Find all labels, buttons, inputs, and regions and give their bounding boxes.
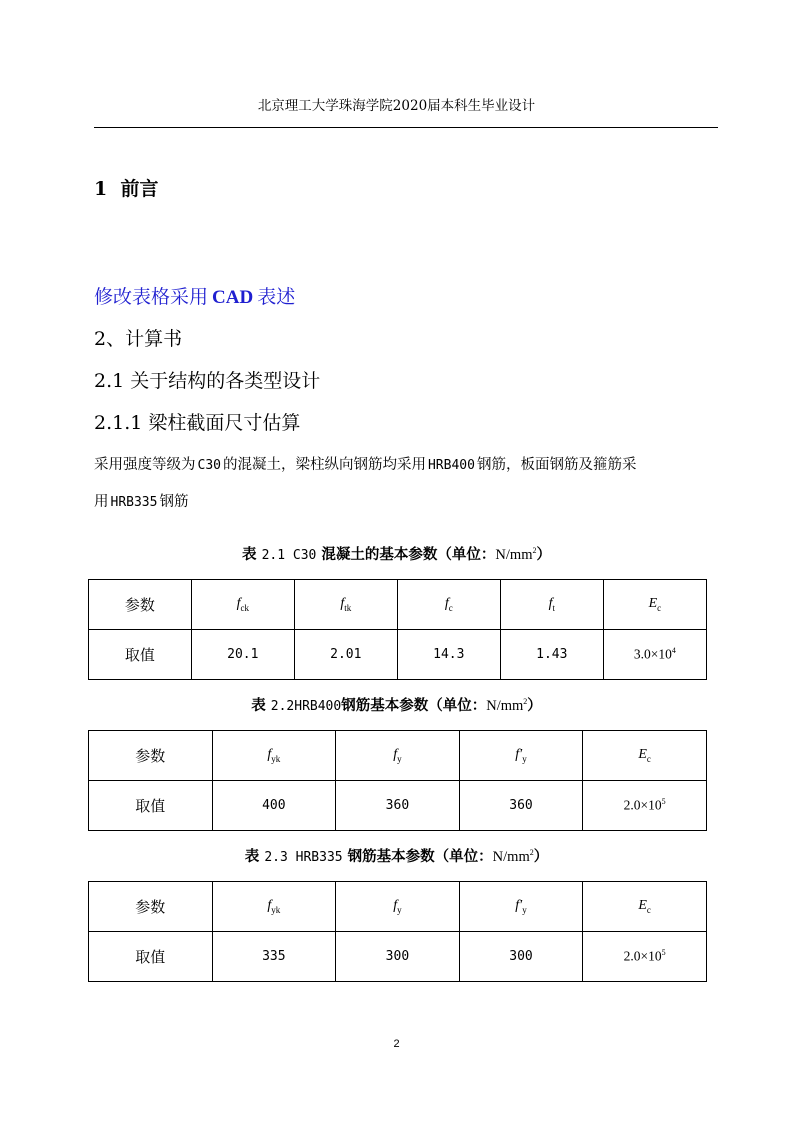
revision-note bbox=[94, 282, 295, 309]
revision-note-suffix: 表述 bbox=[257, 286, 296, 308]
value-mantissa: 2.0×10 bbox=[623, 797, 662, 813]
symbol-base: f bbox=[267, 747, 272, 763]
symbol-cell bbox=[212, 882, 336, 932]
caption-title: 钢筋基本参数（单位： bbox=[347, 848, 493, 865]
caption-unit-base: N/mm bbox=[492, 849, 530, 865]
row-label: 参数 bbox=[89, 731, 213, 781]
value-exp: 5 bbox=[661, 797, 666, 807]
symbol-base: f bbox=[267, 898, 272, 914]
heading-preface: 1 前言 bbox=[94, 178, 159, 200]
symbol-sub: yk bbox=[271, 904, 281, 915]
symbol-sub: t bbox=[552, 602, 555, 613]
symbol-cell bbox=[459, 731, 583, 781]
table-caption-2-1 bbox=[0, 543, 793, 564]
value-cell: 400 bbox=[212, 781, 336, 831]
table-row bbox=[89, 731, 707, 781]
symbol-cell bbox=[336, 882, 460, 932]
symbol-cell bbox=[583, 882, 707, 932]
symbol-base: f bbox=[548, 596, 553, 612]
symbol-sub: c bbox=[657, 602, 662, 613]
row-label: 参数 bbox=[89, 882, 213, 932]
symbol-cell bbox=[191, 580, 294, 630]
value-cell: 360 bbox=[336, 781, 460, 831]
page-number: 2 bbox=[393, 1038, 400, 1050]
text-run: 用 bbox=[94, 494, 109, 510]
header-rule bbox=[94, 127, 718, 128]
symbol-cell bbox=[583, 731, 707, 781]
caption-prefix: 表 bbox=[242, 546, 257, 563]
symbol-sub: y bbox=[397, 904, 402, 915]
caption-unit-base: N/mm bbox=[495, 547, 533, 563]
symbol-base: f′ bbox=[515, 898, 523, 914]
value-mantissa: 2.0×10 bbox=[623, 948, 662, 964]
symbol-cell bbox=[500, 580, 603, 630]
caption-prefix: 表 bbox=[251, 697, 266, 714]
symbol-cell bbox=[603, 580, 706, 630]
row-label: 取值 bbox=[89, 630, 192, 680]
caption-number: 2.1 C30 bbox=[261, 548, 317, 563]
symbol-base: f bbox=[340, 596, 345, 612]
row-label: 参数 bbox=[89, 580, 192, 630]
value-exp: 4 bbox=[671, 646, 676, 656]
symbol-cell bbox=[336, 731, 460, 781]
symbol-base: E bbox=[648, 596, 658, 612]
caption-unit-exp: 2 bbox=[532, 546, 537, 556]
value-cell: 14.3 bbox=[397, 630, 500, 680]
symbol-sub: c bbox=[646, 753, 651, 764]
caption-unit bbox=[486, 698, 527, 714]
caption-unit-exp: 2 bbox=[523, 697, 528, 707]
value-cell: 20.1 bbox=[191, 630, 294, 680]
value-cell bbox=[583, 932, 707, 982]
table-row bbox=[89, 630, 707, 680]
table-caption-2-3 bbox=[0, 845, 793, 866]
body-paragraph bbox=[94, 447, 724, 521]
value-cell: 300 bbox=[459, 932, 583, 982]
symbol-base: f′ bbox=[515, 747, 523, 763]
revision-note-emph: CAD bbox=[212, 287, 254, 308]
value-cell: 300 bbox=[336, 932, 460, 982]
symbol-sub: c bbox=[646, 904, 651, 915]
symbol-cell bbox=[459, 882, 583, 932]
paragraph-line-2 bbox=[94, 484, 724, 521]
table-row bbox=[89, 932, 707, 982]
symbol-base: f bbox=[393, 898, 398, 914]
text-run: 钢筋，板面钢筋及箍筋采 bbox=[476, 457, 637, 473]
row-label: 取值 bbox=[89, 932, 213, 982]
heading-section-estimate: 2.1.1 梁柱截面尺寸估算 bbox=[94, 412, 301, 434]
table-row bbox=[89, 781, 707, 831]
text-run: 的混凝土，梁柱纵向钢筋均采用 bbox=[222, 457, 426, 473]
caption-close: ） bbox=[527, 697, 542, 714]
value-cell: 360 bbox=[459, 781, 583, 831]
table-row bbox=[89, 580, 707, 630]
value-mantissa: 3.0×10 bbox=[633, 646, 672, 662]
text-run: HRB335 bbox=[110, 495, 158, 510]
value-cell bbox=[603, 630, 706, 680]
caption-title: 钢筋基本参数（单位： bbox=[341, 697, 487, 714]
symbol-base: f bbox=[393, 747, 398, 763]
symbol-sub: tk bbox=[344, 602, 352, 613]
symbol-base: f bbox=[444, 596, 449, 612]
page-header: 北京理工大学珠海学院2020届本科生毕业设计 bbox=[257, 98, 536, 114]
caption-prefix: 表 bbox=[244, 848, 260, 865]
caption-unit-exp: 2 bbox=[529, 848, 534, 858]
symbol-cell bbox=[212, 731, 336, 781]
heading-calculation: 2、计算书 bbox=[94, 328, 183, 350]
text-run: HRB400 bbox=[427, 458, 475, 473]
symbol-base: E bbox=[638, 747, 647, 763]
caption-unit-base: N/mm bbox=[486, 698, 524, 714]
symbol-sub: yk bbox=[271, 753, 281, 764]
caption-close: ） bbox=[533, 848, 549, 865]
caption-close: ） bbox=[536, 546, 551, 563]
value-exp: 5 bbox=[661, 948, 666, 958]
symbol-base: E bbox=[638, 898, 647, 914]
value-cell bbox=[583, 781, 707, 831]
symbol-sub: y bbox=[522, 753, 527, 764]
symbol-sub: y bbox=[397, 753, 402, 764]
table-caption-2-2 bbox=[0, 694, 793, 715]
row-label: 取值 bbox=[89, 781, 213, 831]
symbol-sub: ck bbox=[240, 602, 249, 613]
text-run: 钢筋 bbox=[159, 494, 189, 510]
symbol-cell bbox=[294, 580, 397, 630]
caption-unit bbox=[495, 547, 536, 563]
table-concrete-params bbox=[88, 579, 707, 680]
value-cell: 2.01 bbox=[294, 630, 397, 680]
caption-unit bbox=[493, 849, 534, 865]
symbol-sub: y bbox=[522, 904, 527, 915]
caption-number: 2.2HRB400 bbox=[270, 699, 342, 714]
caption-number: 2.3 HRB335 bbox=[264, 850, 343, 865]
table-row bbox=[89, 882, 707, 932]
caption-title: 混凝土的基本参数（单位： bbox=[321, 546, 496, 563]
heading-structure-design: 2.1 关于结构的各类型设计 bbox=[94, 370, 321, 392]
text-run: 采用强度等级为 bbox=[94, 457, 196, 473]
table-hrb335-params bbox=[88, 881, 707, 982]
symbol-base: f bbox=[236, 596, 241, 612]
value-cell: 335 bbox=[212, 932, 336, 982]
paragraph-line-1 bbox=[94, 447, 724, 484]
value-cell: 1.43 bbox=[500, 630, 603, 680]
text-run: C30 bbox=[197, 458, 221, 473]
revision-note-prefix: 修改表格采用 bbox=[94, 286, 209, 308]
table-hrb400-params bbox=[88, 730, 707, 831]
symbol-sub: c bbox=[448, 602, 453, 613]
symbol-cell bbox=[397, 580, 500, 630]
